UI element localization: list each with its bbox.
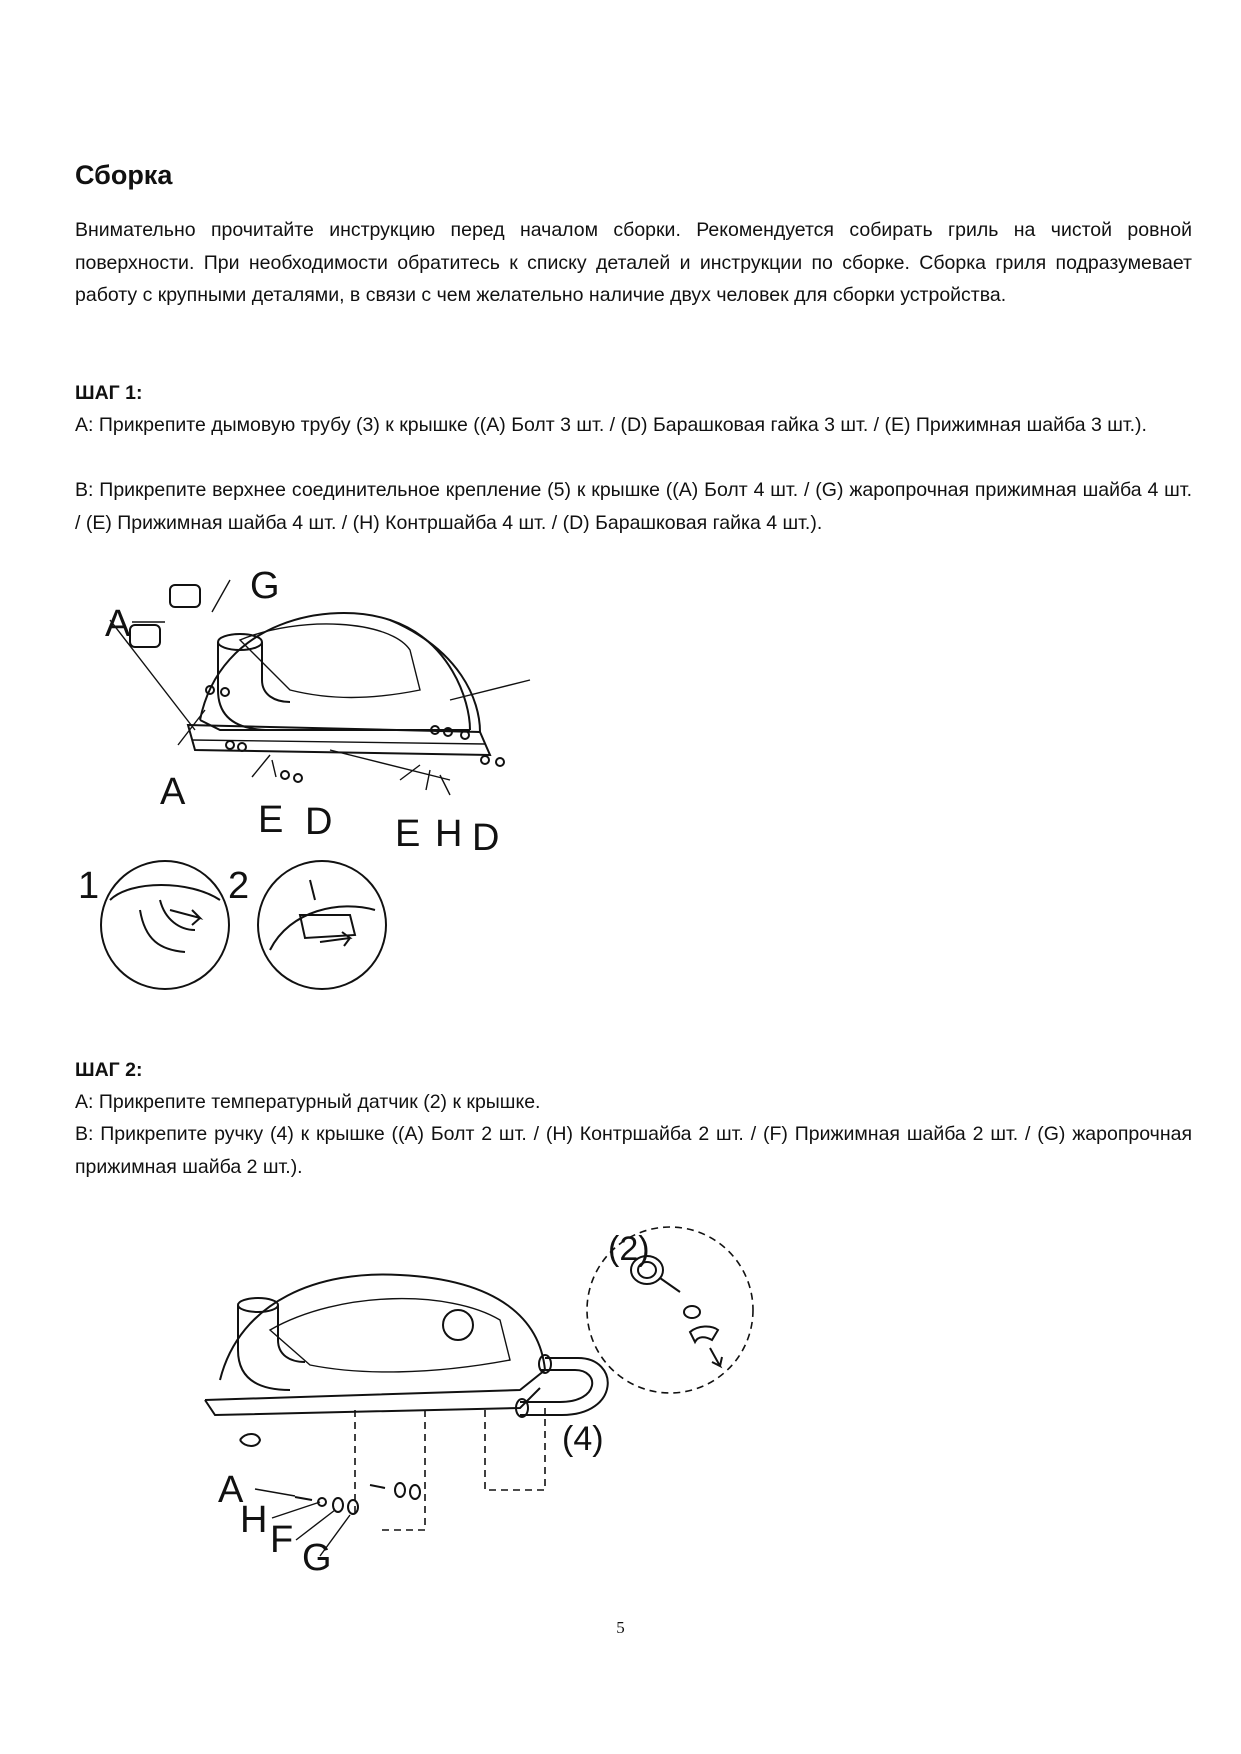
label-f: F — [270, 1519, 294, 1561]
label-a: A — [218, 1469, 244, 1511]
detail-number-1: 1 — [78, 865, 100, 907]
hardware-parts — [206, 686, 504, 782]
label-probe: (2) — [608, 1230, 650, 1268]
label-h: H — [435, 813, 463, 855]
hardware-parts — [295, 1483, 420, 1514]
label-a-top: A — [105, 603, 131, 645]
label-d-right: D — [472, 817, 500, 859]
step1-heading: ШАГ 1: — [75, 382, 143, 404]
label-g: G — [250, 565, 280, 607]
step2-instruction-a: А: Прикрепите температурный датчик (2) к крышке. — [75, 1091, 541, 1113]
handle — [516, 1355, 608, 1417]
wing-nut — [240, 1434, 260, 1446]
label-a-bottom: A — [160, 771, 186, 813]
label-e-right: E — [395, 813, 421, 855]
step2-heading: ШАГ 2: — [75, 1059, 143, 1081]
lid-dome — [205, 1274, 545, 1415]
bracket — [170, 585, 200, 607]
step1-instruction-b: В: Прикрепите верхнее соединительное крепление (5) к крышке ((A) Болт 4 шт. / (G) жаропрочная прижимная шайба 4 шт. / (E) Прижимная шайба 4 шт. / (H) Контршайба 4 шт. / (D) Барашковая гайка 4 шт.). — [75, 479, 1192, 534]
label-h: H — [240, 1499, 268, 1541]
step2-instruction-b: В: Прикрепите ручку (4) к крышке ((A) Болт 2 шт. / (H) Контршайба 2 шт. / (F) Прижимная шайба 2 шт. / (G) жаропрочная прижимная шайба 2 шт.). — [75, 1123, 1192, 1178]
section-title: Сборка — [75, 160, 173, 190]
chimney-pipe — [218, 634, 290, 730]
bracket — [130, 625, 160, 647]
detail-number-2: 2 — [228, 865, 250, 907]
step1-instruction-a: А: Прикрепите дымовую трубу (3) к крышке ((A) Болт 3 шт. / (D) Барашковая гайка 3 шт. / (E) Прижимная шайба 3 шт.). — [75, 414, 1147, 436]
step2-assembly-diagram — [200, 1230, 800, 1620]
intro-paragraph: Внимательно прочитайте инструкцию перед началом сборки. Рекомендуется собирать гриль на чистой ровной поверхности. При необходимости обратитесь к списку деталей и инструкции по сборке. Сборка гриля подразумевает работу с крупными деталями, в связи с чем желательно наличие двух человек для сборки устройства. — [75, 219, 1192, 306]
label-e-left: E — [258, 799, 284, 841]
chimney-pipe — [238, 1298, 305, 1390]
label-handle: (4) — [562, 1420, 604, 1458]
detail-circle-1 — [101, 861, 229, 989]
page-number: 5 — [616, 1618, 625, 1637]
step1-assembly-diagram — [70, 565, 530, 1010]
detail-circle-2 — [258, 861, 386, 989]
label-g: G — [302, 1537, 332, 1579]
label-d-left: D — [305, 801, 333, 843]
